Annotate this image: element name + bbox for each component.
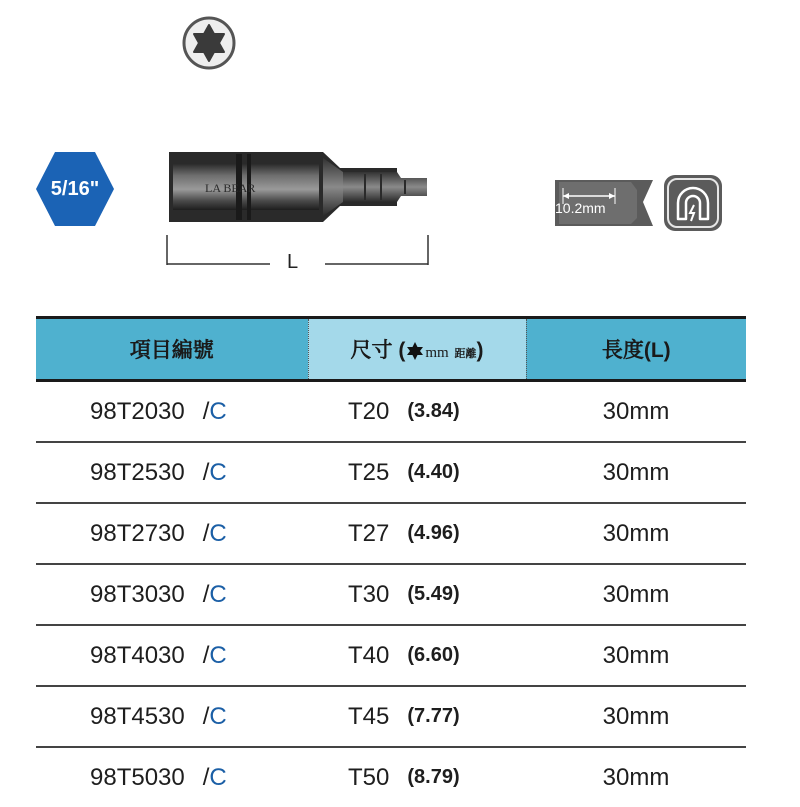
torx-star-icon	[405, 341, 425, 361]
distance-value: (5.49)	[407, 582, 460, 605]
item-slash: /	[202, 580, 210, 608]
size-value: T45	[348, 702, 390, 730]
svg-text:LA BEAR: LA BEAR	[205, 181, 256, 195]
size-value: T20	[348, 397, 390, 425]
item-code-cell	[36, 442, 308, 503]
table-header-row	[36, 318, 746, 381]
item-slash: /	[202, 702, 210, 730]
item-suffix: C	[209, 397, 227, 425]
length-cell: 30mm	[526, 686, 746, 747]
length-dimension	[165, 233, 430, 275]
header-length: 長度(L)	[526, 318, 746, 381]
size-cell	[308, 503, 526, 564]
item-suffix: C	[209, 641, 227, 669]
item-slash: /	[202, 397, 210, 425]
item-code-cell	[36, 747, 308, 807]
item-suffix: C	[209, 702, 227, 730]
size-value: T50	[348, 763, 390, 791]
length-cell: 30mm	[526, 503, 746, 564]
item-code-cell	[36, 625, 308, 686]
item-code: 98T4530	[90, 702, 185, 730]
item-code: 98T5030	[90, 763, 185, 791]
item-code: 98T2030	[90, 397, 185, 425]
size-cell	[308, 442, 526, 503]
item-code: 98T2730	[90, 519, 185, 547]
shank-width-icon	[553, 174, 655, 232]
table-row	[36, 625, 746, 686]
item-suffix: C	[209, 458, 227, 486]
distance-value: (6.60)	[407, 643, 460, 666]
size-cell	[308, 564, 526, 625]
item-code-cell	[36, 381, 308, 443]
distance-value: (4.40)	[407, 460, 460, 483]
size-cell	[308, 625, 526, 686]
size-value: T27	[348, 519, 390, 547]
size-value: T40	[348, 641, 390, 669]
distance-value: (7.77)	[407, 704, 460, 727]
shank-size-badge	[35, 150, 115, 228]
shank-size-label: 5/16"	[50, 177, 100, 200]
magnet-icon	[662, 173, 724, 233]
item-suffix: C	[209, 763, 227, 791]
table-row	[36, 686, 746, 747]
distance-value: (3.84)	[407, 399, 460, 422]
length-cell: 30mm	[526, 381, 746, 443]
item-slash: /	[202, 641, 210, 669]
item-suffix: C	[209, 580, 227, 608]
length-cell: 30mm	[602, 763, 670, 791]
header-size-prefix: 尺寸 (	[350, 339, 406, 362]
length-label: L	[287, 251, 299, 273]
size-cell	[308, 686, 526, 747]
item-code-cell	[36, 564, 308, 625]
size-cell	[308, 747, 526, 807]
table-row	[36, 503, 746, 564]
distance-value: (8.79)	[407, 765, 460, 788]
table-row	[36, 381, 746, 443]
shank-width-label: 10.2mm	[555, 200, 606, 216]
length-cell: 30mm	[526, 442, 746, 503]
item-slash: /	[202, 458, 210, 486]
header-size-mm: mm	[425, 345, 449, 361]
torx-star-icon	[181, 15, 237, 71]
size-cell	[308, 381, 526, 443]
item-slash: /	[202, 519, 210, 547]
size-value: T30	[348, 580, 390, 608]
torx-bit-image	[165, 148, 430, 226]
table-row	[36, 564, 746, 625]
item-code: 98T3030	[90, 580, 185, 608]
header-item-no: 項目編號	[36, 318, 308, 381]
item-code-cell	[36, 686, 308, 747]
item-code-cell	[36, 503, 308, 564]
length-cell: 30mm	[526, 564, 746, 625]
size-value: T25	[348, 458, 390, 486]
item-code: 98T2530	[90, 458, 185, 486]
item-suffix: C	[209, 519, 227, 547]
item-code: 98T4030	[90, 641, 185, 669]
table-row	[36, 747, 746, 807]
item-slash: /	[202, 763, 210, 791]
distance-value: (4.96)	[407, 521, 460, 544]
header-size	[308, 318, 526, 381]
length-cell: 30mm	[526, 625, 746, 686]
table-row	[36, 442, 746, 503]
header-size-distance: 距離	[454, 348, 477, 360]
header-size-suffix: )	[476, 339, 484, 362]
spec-table	[36, 316, 746, 807]
